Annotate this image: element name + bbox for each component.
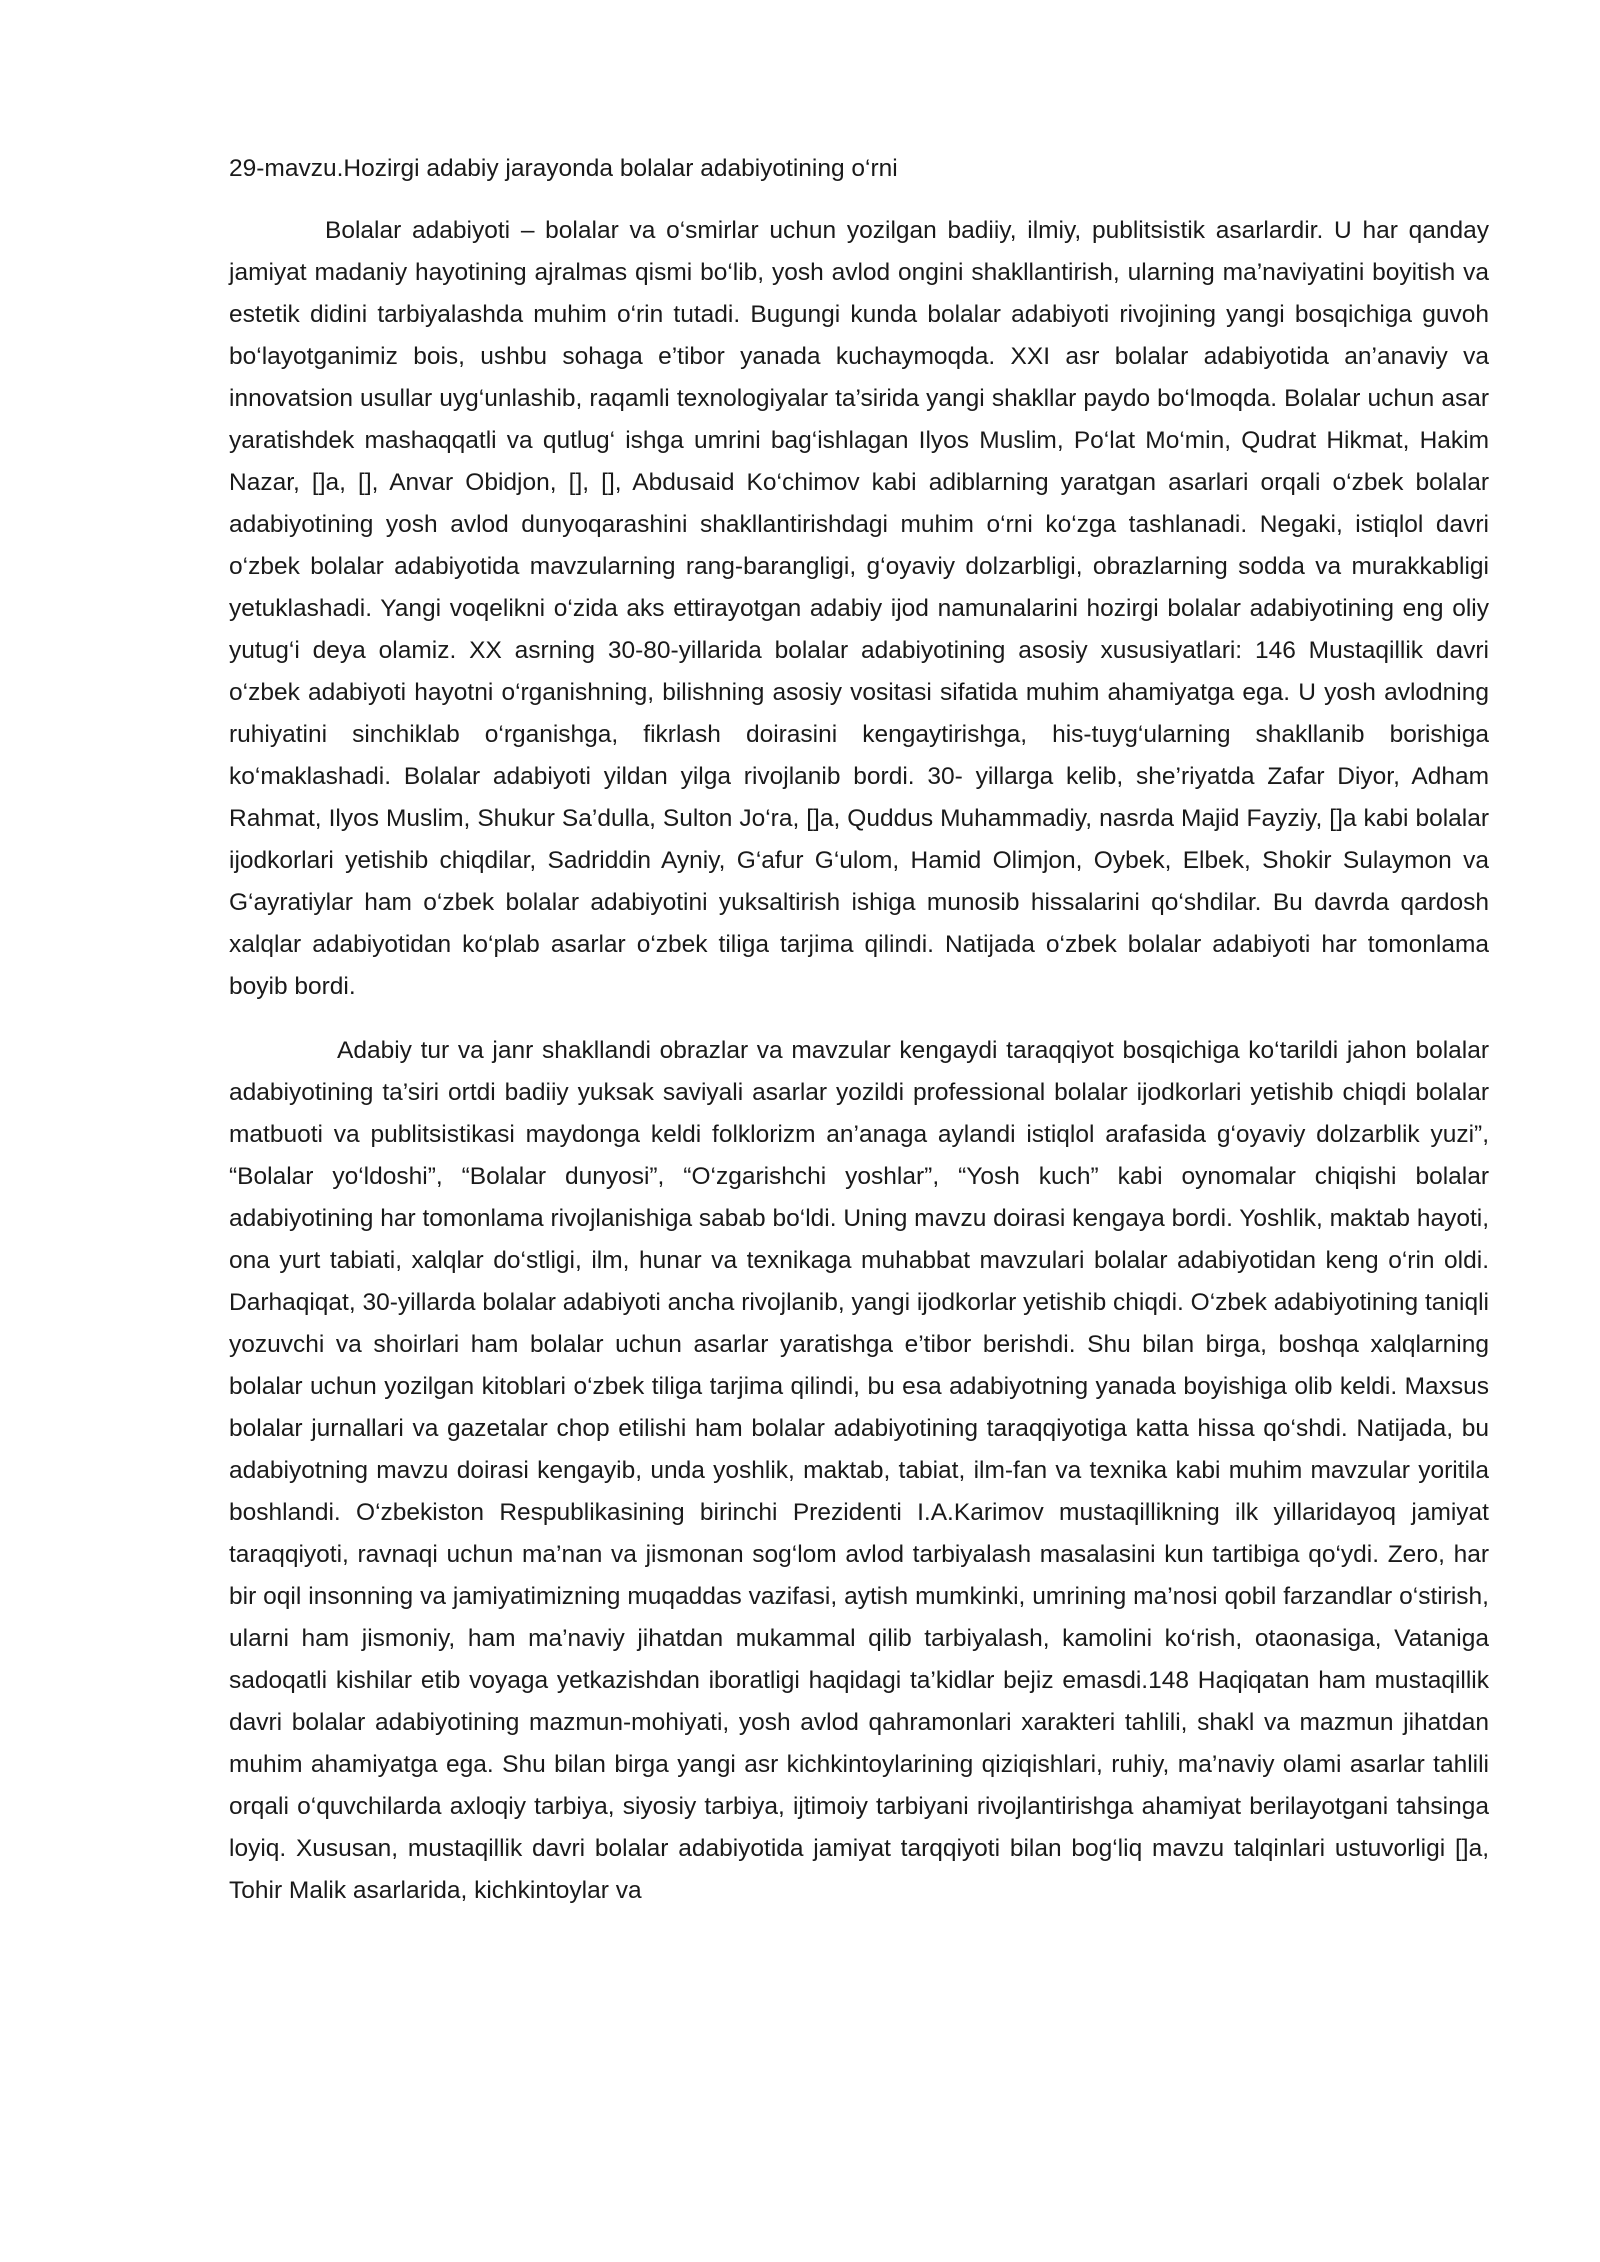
paragraph-1: Bolalar adabiyoti – bolalar va o‘smirlar uchun yozilgan badiiy, ilmiy, publitsistik asarlardir. U har qanday jamiyat madaniy hayotining ajralmas qismi bo‘lib, yosh avlod ongini shakllantirish, ularning ma’naviyatini boyitish va estetik didini tarbiyalashda muhim o‘rin tutadi. Bugungi kunda bolalar adabiyoti rivojining yangi bosqichiga guvoh bo‘layotganimiz bois, ushbu sohaga e’tibor yanada kuchaymoqda. XXI asr bolalar adabiyotida an’anaviy va innovatsion usullar uyg‘unlashib, raqamli texnologiyalar ta’sirida yangi shakllar paydo bo‘lmoqda. Bolalar uchun asar yaratishdek mashaqqatli va qutlug‘ ishga umrini bag‘ishlagan Ilyos Muslim, Po‘lat Mo‘min, Qudrat Hikmat, Hakim Nazar, []a, [], Anvar Obidjon, [], [], Abdusaid Ko‘chimov kabi adiblarning yaratgan asarlari orqali o‘zbek bolalar adabiyotining yosh avlod dunyoqarashini shakllantirishdagi muhim o‘rni ko‘zga tashlanadi. Negaki, istiqlol davri o‘zbek bolalar adabiyotida mavzularning rang-barangligi, g‘oyaviy dolzarbligi, obrazlarning sodda va murakkabligi yetuklashadi. Yangi voqelikni o‘zida aks ettirayotgan adabiy ijod namunalarini hozirgi bolalar adabiyotining eng oliy yutug‘i deya olamiz. XX asrning 30-80-yillarida bolalar adabiyotining asosiy xususiyatlari: 146 Mustaqillik davri o‘zbek adabiyoti hayotni o‘rganishning, bilishning asosiy vositasi sifatida muhim ahamiyatga ega. U yosh avlodning ruhiyatini sinchiklab o‘rganishga, fikrlash doirasini kengaytirishga, his-tuyg‘ularning shakllanib borishiga ko‘maklashadi. Bolalar adabiyoti yildan yilga rivojlanib bordi. 30- yillarga kelib, she’riyatda Zafar Diyor, Adham Rahmat, Ilyos Muslim, Shukur Sa’dulla, Sulton Jo‘ra, []a, Quddus Muhammadiy, nasrda Majid Fayziy, []a kabi bolalar ijodkorlari yetishib chiqdilar, Sadriddin Ayniy, G‘afur G‘ulom, Hamid Olimjon, Oybek, Elbek, Shokir Sulaymon va G‘ayratiylar ham o‘zbek bolalar adabiyotini yuksaltirish ishiga munosib hissalarini qo‘shdilar. Bu davrda qardosh xalqlar adabiyotidan ko‘plab asarlar o‘zbek tiliga tarjima qilindi. Natijada o‘zbek bolalar adabiyoti har tomonlama boyib bordi. [229, 217, 1489, 1000]
document-title: 29-mavzu.Hozirgi adabiy jarayonda bolalar adabiyotining o‘rni [229, 155, 898, 182]
paragraph-2: Adabiy tur va janr shakllandi obrazlar va mavzular kengaydi taraqqiyot bosqichiga ko‘tarildi jahon bolalar adabiyotining ta’siri ortdi badiiy yuksak saviyali asarlar yozildi professional bolalar ijodkorlari yetishib chiqdi bolalar matbuoti va publitsistikasi maydonga keldi folklorizm an’anaga aylandi istiqlol arafasida g‘oyaviy dolzarblik yuzi”, “Bolalar yo‘ldoshi”, “Bolalar dunyosi”, “O‘zgarishchi yoshlar”, “Yosh kuch” kabi oynomalar chiqishi bolalar adabiyotining har tomonlama rivojlanishiga sabab bo‘ldi. Uning mavzu doirasi kengaya bordi. Yoshlik, maktab hayoti, ona yurt tabiati, xalqlar do‘stligi, ilm, hunar va texnikaga muhabbat mavzulari bolalar adabiyotidan keng o‘rin oldi. Darhaqiqat, 30-yillarda bolalar adabiyoti ancha rivojlanib, yangi ijodkorlar yetishib chiqdi. O‘zbek adabiyotining taniqli yozuvchi va shoirlari ham bolalar uchun asarlar yaratishga e’tibor berishdi. Shu bilan birga, boshqa xalqlarning bolalar uchun yozilgan kitoblari o‘zbek tiliga tarjima qilindi, bu esa adabiyotning yanada boyishiga olib keldi. Maxsus bolalar jurnallari va gazetalar chop etilishi ham bolalar adabiyotining taraqqiyotiga katta hissa qo‘shdi. Natijada, bu adabiyotning mavzu doirasi kengayib, unda yoshlik, maktab, tabiat, ilm-fan va texnika kabi muhim mavzular yoritila boshlandi. O‘zbekiston Respublikasining birinchi Prezidenti I.A.Karimov mustaqillikning ilk yillaridayoq jamiyat taraqqiyoti, ravnaqi uchun ma’nan va jismonan sog‘lom avlod tarbiyalash masalasini kun tartibiga qo‘ydi. Zero, har bir oqil insonning va jamiyatimizning muqaddas vazifasi, aytish mumkinki, umrining ma’nosi qobil farzandlar o‘stirish, ularni ham jismoniy, ham ma’naviy jihatdan mukammal qilib tarbiyalash, kamolini ko‘rish, otaonasiga, Vataniga sadoqatli kishilar etib voyaga yetkazishdan iboratligi haqidagi ta’kidlar bejiz emasdi.148 Haqiqatan ham mustaqillik davri bolalar adabiyotining mazmun-mohiyati, yosh avlod qahramonlari xarakteri tahlili, shakl va mazmun jihatdan muhim ahamiyatga ega. Shu bilan birga yangi asr kichkintoylarining qiziqishlari, ruhiy, ma’naviy olami asarlar tahlili orqali o‘quvchilarda axloqiy tarbiya, siyosiy tarbiya, ijtimoiy tarbiyani rivojlantirishga ahamiyat berilayotgani tahsinga loyiq. Xususan, mustaqillik davri bolalar adabiyotida jamiyat tarqqiyoti bilan bog‘liq mavzu talqinlari ustuvorligi []a, Tohir Malik asarlarida, kichkintoylar va [229, 1037, 1489, 1904]
document-page [229, 148, 1489, 1912]
